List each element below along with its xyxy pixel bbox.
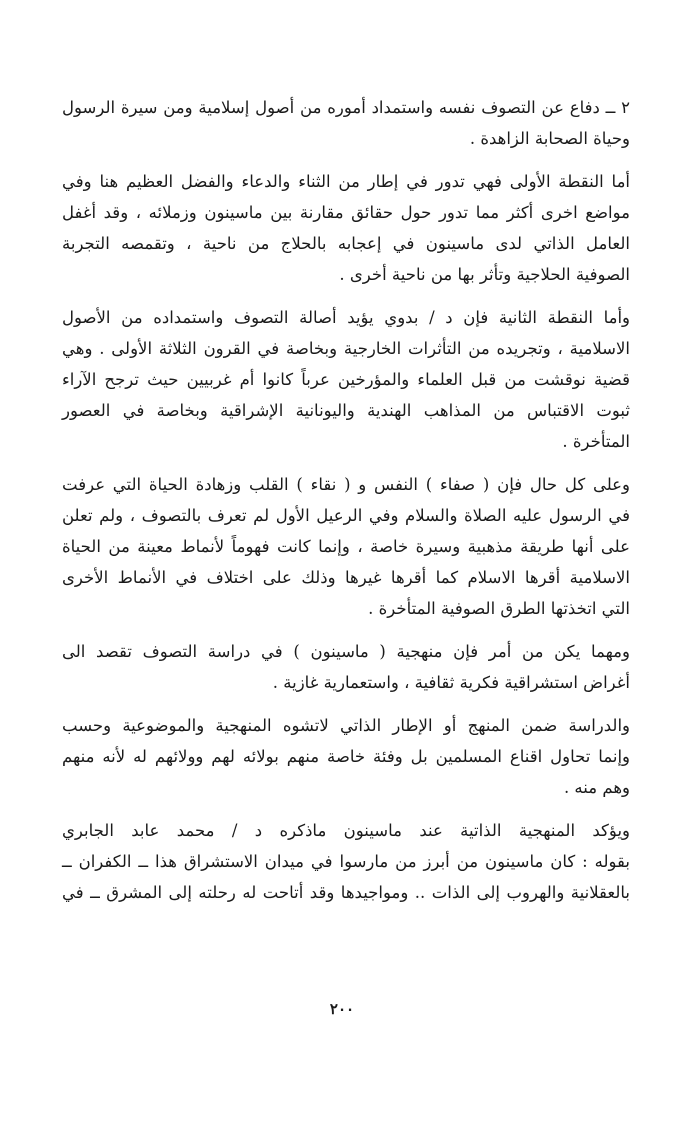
text-line: الاسلامية أقرها الاسلام كما أقرها غيرها وذلك على اختلاف في الأنماط الأخرى [62, 568, 630, 587]
text-line: أغراض استشراقية فكرية ثقافية ، واستعمارية غازية . [272, 673, 630, 692]
text-line: المتأخرة . [562, 432, 630, 451]
text-line: وإنما تحاول اقناع المسلمين بل وفئة خاصة منهم بولائه لهم وولائهم له لأنه منهم [62, 747, 630, 766]
text-line: وهم منه . [563, 778, 630, 797]
paragraph-second-point [62, 302, 630, 457]
text-line: ويؤكد المنهجية الذاتية عند ماسينون ماذكره د / محمد عابد الجابري [62, 821, 630, 840]
paragraph-first-point [62, 166, 630, 290]
text-line: وحياة الصحابة الزاهدة . [469, 129, 630, 148]
page-number: ٢٠٠ [329, 1000, 355, 1018]
text-line: وأما النقطة الثانية فإن د / بدوي يؤيد أصالة التصوف واستمداده من الأصول [62, 308, 630, 327]
document-page [62, 92, 630, 920]
text-line: قضية نوقشت من قبل العلماء والمؤرخين عرباً كانوا أم غربيين حيث ترجح الآراء [62, 370, 630, 389]
text-line: العامل الذاتي لدى ماسينون في إعجابه بالحلاج من ناحية ، وتقمصه التجربة [62, 234, 630, 253]
text-line: وعلى كل حال فإن ( صفاء ) النفس و ( نقاء ) القلب وزهادة الحياة التي عرفت [62, 475, 630, 494]
text-line: بالعقلانية والهروب إلى الذات .. ومواجيدها وقد أتاحت له رحلته إلى المشرق ــ في [62, 883, 630, 902]
text-line: ثبوت الاقتباس من المذاهب الهندية واليونانية الإشراقية وبخاصة في العصور [62, 401, 630, 420]
text-line: أما النقطة الأولى فهي تدور في إطار من الثناء والدعاء والفضل العظيم هنا وفي [62, 172, 630, 191]
text-line: الاسلامية ، وتجريده من التأثرات الخارجية وبخاصة في القرون الثلاثة الأولى . وهي [62, 339, 630, 358]
text-line: التي اتخذتها الطرق الصوفية المتأخرة . [368, 599, 630, 618]
text-line: مواضع اخرى أكثر مما تدور حول حقائق مقارنة بين ماسينون وزملائه ، وقد أغفل [62, 203, 630, 222]
text-line: في الرسول عليه الصلاة والسلام وفي الرعيل الأول لم تعرف بالتصوف ، ولم تعلن [62, 506, 630, 525]
text-line: والدراسة ضمن المنهج أو الإطار الذاتي لاتشوه المنهجية والموضوعية وحسب [62, 716, 631, 735]
paragraph-subjective-study [62, 710, 630, 803]
text-line: الصوفية الحلاجية وتأثر بها من ناحية أخرى . [339, 265, 630, 284]
text-line: ومهما يكن من أمر فإن منهجية ( ماسينون ) في دراسة التصوف تقصد الى [62, 642, 630, 661]
paragraph-jabri-quote [62, 815, 630, 908]
text-line: على أنها طريقة مذهبية وسيرة خاصة ، وإنما كانت فهوماً لأنماط معينة من الحياة [62, 537, 630, 556]
paragraph-point-two [62, 92, 630, 154]
paragraph-methodology [62, 636, 630, 698]
text-line: ٢ ــ دفاع عن التصوف نفسه واستمداد أموره من أصول إسلامية ومن سيرة الرسول [62, 98, 630, 117]
paragraph-in-any-case [62, 469, 630, 624]
text-line: بقوله : كان ماسينون من أبرز من مارسوا في ميدان الاستشراق هذا ــ الكفران ــ [62, 852, 630, 871]
